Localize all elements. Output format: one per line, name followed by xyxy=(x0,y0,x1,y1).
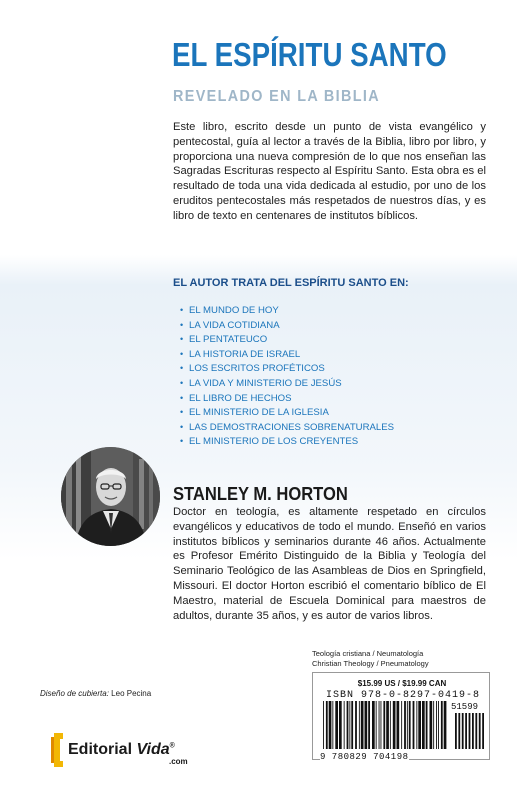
bullet-icon: • xyxy=(180,377,184,388)
book-subtitle: REVELADO EN LA BIBLIA xyxy=(173,88,381,105)
category-english: Christian Theology / Pneumatology xyxy=(312,659,429,668)
category-labels xyxy=(312,649,429,669)
barcode-addon-digits: 51599 xyxy=(451,702,479,712)
publisher-name-part2: Vida xyxy=(136,741,170,758)
topic-item: • EL LIBRO DE HECHOS xyxy=(180,392,292,404)
bullet-icon: • xyxy=(180,392,184,403)
topics-heading: EL AUTOR TRATA DEL ESPÍRITU SANTO EN: xyxy=(173,277,409,289)
barcode-ean-digits: 9 780829 704198 xyxy=(320,752,409,762)
bullet-icon: • xyxy=(180,363,184,374)
category-spanish: Teología cristiana / Neumatología xyxy=(312,649,424,658)
topic-item: • EL MINISTERIO DE LA IGLESIA xyxy=(180,407,329,419)
book-description: Este libro, escrito desde un punto de vista evangélico y pentecostal, guía al lector a través de la Biblia, libro por libro, y proporciona una nueva compresión de lo que nos enseñan las Sagradas Escrituras respecto al Espíritu Santo. Esta obra es el resultado de toda una vida dedicada al estudio, por uno de los eruditos pentecostales más respetados de nuestros días, y es libro de texto en centenares de institutos bíblicos. xyxy=(173,121,486,222)
isbn-label: ISBN 978-0-8297-0419-8 xyxy=(326,690,481,701)
author-photo xyxy=(61,447,160,546)
author-portrait-icon xyxy=(61,447,160,546)
publisher-name xyxy=(68,741,175,759)
bullet-icon: • xyxy=(180,436,184,447)
topic-item: • EL MINISTERIO DE LOS CREYENTES xyxy=(180,436,359,448)
bullet-icon: • xyxy=(180,319,184,330)
topic-item: • LOS ESCRITOS PROFÉTICOS xyxy=(180,363,325,375)
publisher-name-part1: Editorial xyxy=(68,741,133,758)
bullet-icon: • xyxy=(180,421,184,432)
barcode-box xyxy=(312,672,490,760)
design-credit-label: Diseño de cubierta: xyxy=(40,689,109,698)
topic-item: • EL MUNDO DE HOY xyxy=(180,305,279,316)
author-bio: Doctor en teología, es altamente respetado en círculos evangélicos y educativos de todo el mundo. Enseñó en varios institutos bíblicos y seminarios durante 46 años. Actualmente es Profesor Emérito Distinguido de la Biblia y Teología del Seminario Teológico de las Asambleas de Dios en Springfield, Missouri. El doctor Horton escribió el comentario bíblico de El Maestro, material de Escuela Dominical para maestros de adultos, durante 35 años, y es autor de varios libros. xyxy=(173,506,486,622)
topic-item: • LA VIDA Y MINISTERIO DE JESÚS xyxy=(180,377,342,389)
topic-item: • LA VIDA COTIDIANA xyxy=(180,319,280,331)
topic-item: • LA HISTORIA DE ISRAEL xyxy=(180,348,301,360)
topic-item: • EL PENTATEUCO xyxy=(180,334,268,346)
publisher-mark-icon xyxy=(51,733,63,767)
author-name: STANLEY M. HORTON xyxy=(173,484,348,504)
design-credit xyxy=(40,689,151,698)
topic-item: • LAS DEMOSTRACIONES SOBRENATURALES xyxy=(180,421,395,433)
registered-mark: ® xyxy=(169,742,175,750)
bullet-icon: • xyxy=(180,334,184,345)
publisher-domain: .com xyxy=(169,757,188,766)
topics-list xyxy=(180,303,394,449)
book-title: EL ESPÍRITU SANTO xyxy=(172,36,447,73)
bullet-icon: • xyxy=(180,305,184,315)
price-label: $15.99 US / $19.99 CAN xyxy=(357,679,447,688)
designer-name: Leo Pecina xyxy=(111,689,152,698)
bullet-icon: • xyxy=(180,348,184,359)
bullet-icon: • xyxy=(180,407,184,418)
